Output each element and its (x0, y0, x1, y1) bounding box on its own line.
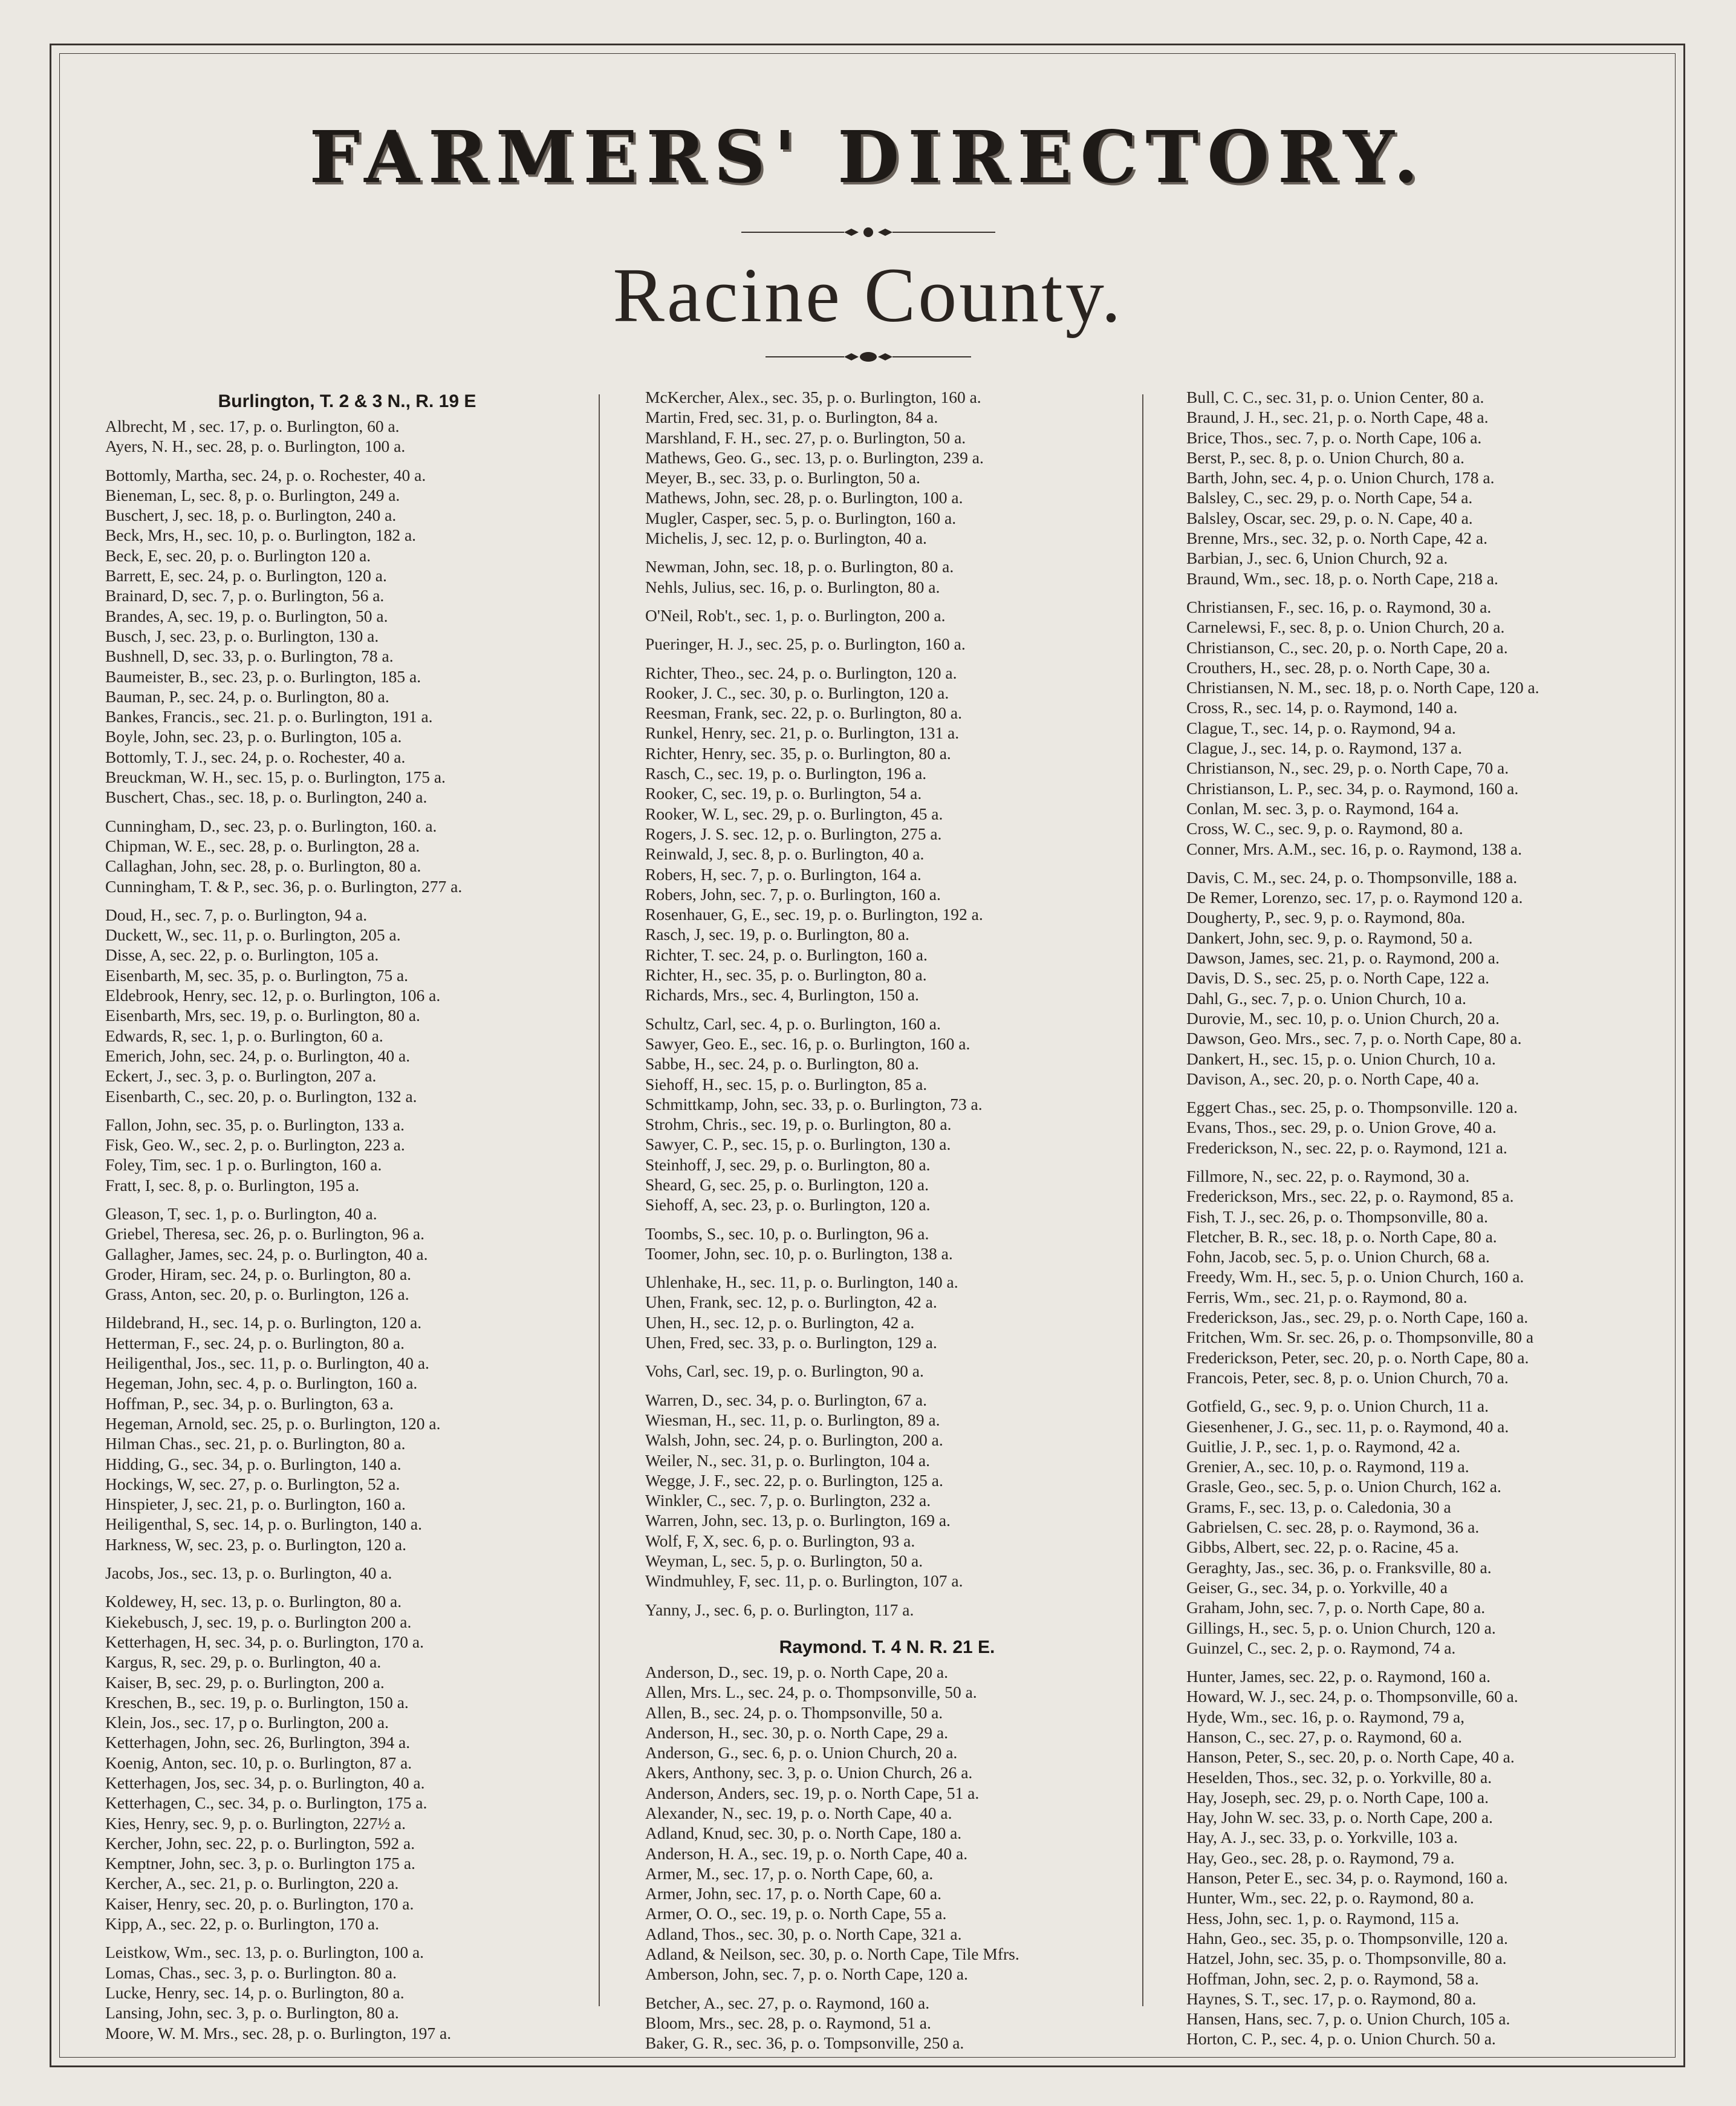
farmer-entry: Hegeman, John, sec. 4, p. o. Burlington, 160 a. (105, 1374, 418, 1393)
farmer-entry: Toombs, S., sec. 10, p. o. Burlington, 96 a. (645, 1224, 929, 1243)
farmer-entry: Richter, Theo., sec. 24, p. o. Burlington, 120 a. (645, 663, 957, 682)
farmer-entry: Klein, Jos., sec. 17, p o. Burlington, 200 a. (105, 1713, 389, 1732)
farmer-entry: Boyle, John, sec. 23, p. o. Burlington, 105 a. (105, 727, 402, 746)
farmer-entry: Marshland, F. H., sec. 27, p. o. Burlington, 50 a. (645, 428, 966, 447)
farmer-entry: Winkler, C., sec. 7, p. o. Burlington, 232 a. (645, 1491, 931, 1510)
letter-group (1186, 387, 1670, 588)
farmer-entry: Howard, W. J., sec. 24, p. o. Thompsonville, 60 a. (1186, 1687, 1518, 1706)
farmer-entry: Kipp, A., sec. 22, p. o. Burlington, 170 a. (105, 1914, 379, 1934)
farmer-entry: Rooker, C, sec. 19, p. o. Burlington, 54 a. (645, 784, 922, 803)
letter-group (105, 1563, 589, 1583)
farmer-entry: Siehoff, H., sec. 15, p. o. Burlington, 85 a. (645, 1074, 928, 1094)
farmer-entry: Lomas, Chas., sec. 3, p. o. Burlington. 80 a. (105, 1963, 397, 1982)
farmer-entry: Geiser, G., sec. 34, p. o. Yorkville, 40 a (1186, 1577, 1448, 1597)
farmer-entry: Guitlie, J. P., sec. 1, p. o. Raymond, 42 a. (1186, 1436, 1460, 1456)
letter-group (645, 1600, 1129, 1620)
farmer-entry: Strohm, Chris., sec. 19, p. o. Burlington, 80 a. (645, 1115, 952, 1134)
farmer-entry: Hoffman, John, sec. 2, p. o. Raymond, 58 a. (1186, 1969, 1479, 1988)
township-heading: Raymond. T. 4 N. R. 21 E. (779, 1637, 995, 1657)
letter-group (645, 663, 1129, 1005)
farmer-entry: Kiekebusch, J, sec. 19, p. o. Burlington 200 a. (105, 1612, 412, 1631)
farmer-entry: Eisenbarth, Mrs, sec. 19, p. o. Burlington, 80 a. (105, 1006, 420, 1025)
farmer-entry: Fish, T. J., sec. 26, p. o. Thompsonville, 80 a. (1186, 1207, 1488, 1226)
farmer-entry: Conlan, M. sec. 3, p. o. Raymond, 164 a. (1186, 798, 1459, 818)
letter-group (1186, 1166, 1670, 1387)
farmer-entry: Bloom, Mrs., sec. 28, p. o. Raymond, 51 a. (645, 2013, 931, 2032)
farmer-entry: Hanson, C., sec. 27, p. o. Raymond, 60 a. (1186, 1727, 1462, 1746)
farmer-entry: Rooker, W. L, sec. 29, p. o. Burlington, 45 a. (645, 804, 943, 823)
farmer-entry: Armer, John, sec. 17, p. o. North Cape, 60 a. (645, 1884, 941, 1903)
farmer-entry: Allen, B., sec. 24, p. o. Thompsonville, 50 a. (645, 1703, 943, 1722)
farmer-entry: Duckett, W., sec. 11, p. o. Burlington, 205 a. (105, 925, 401, 945)
farmer-entry: Evans, Thos., sec. 29, p. o. Union Grove, 40 a. (1186, 1118, 1497, 1137)
farmer-entry: Robers, John, sec. 7, p. o. Burlington, 160 a. (645, 884, 941, 904)
farmer-entry: Horton, C. P., sec. 4, p. o. Union Church. 50 a. (1186, 2029, 1496, 2049)
farmer-entry: Balsley, C., sec. 29, p. o. North Cape, 54 a. (1186, 488, 1473, 507)
farmer-entry: Bull, C. C., sec. 31, p. o. Union Center, 80 a. (1186, 388, 1484, 406)
farmer-entry: Armer, O. O., sec. 19, p. o. North Cape, 55 a. (645, 1904, 947, 1923)
letter-group (105, 465, 589, 807)
farmer-entry: Hyde, Wm., sec. 16, p. o. Raymond, 79 a, (1186, 1707, 1465, 1726)
letter-group (645, 1662, 1129, 1984)
farmer-entry: Conner, Mrs. A.M., sec. 16, p. o. Raymond, 138 a. (1186, 839, 1522, 858)
farmer-entry: Fisk, Geo. W., sec. 2, p. o. Burlington, 223 a. (105, 1135, 405, 1155)
letter-group (645, 605, 1129, 625)
farmer-entry: Kargus, R, sec. 29, p. o. Burlington, 40 a. (105, 1652, 382, 1672)
farmer-entry: Bauman, P., sec. 24, p. o. Burlington, 80 a. (105, 686, 389, 706)
farmer-entry: Anderson, H., sec. 30, p. o. North Cape, 29 a. (645, 1723, 949, 1742)
farmer-entry: Lansing, John, sec. 3, p. o. Burlington, 80 a. (105, 2003, 399, 2023)
farmer-entry: Grass, Anton, sec. 20, p. o. Burlington, 126 a. (105, 1285, 409, 1304)
ornament-divider-bottom (0, 350, 1736, 367)
farmer-entry: Nehls, Julius, sec. 16, p. o. Burlington, 80 a. (645, 577, 940, 596)
farmer-entry: Sawyer, C. P., sec. 15, p. o. Burlington, 130 a. (645, 1135, 951, 1154)
farmer-entry: Balsley, Oscar, sec. 29, p. o. N. Cape, 40 a. (1186, 508, 1473, 527)
farmer-entry: Bieneman, L, sec. 8, p. o. Burlington, 249 a. (105, 485, 400, 504)
farmer-entry: Christiansen, F., sec. 16, p. o. Raymond, 30 a. (1186, 597, 1492, 616)
farmer-entry: Weyman, L, sec. 5, p. o. Burlington, 50 a. (645, 1551, 923, 1571)
farmer-entry: Hinspieter, J, sec. 21, p. o. Burlington, 160 a. (105, 1495, 406, 1514)
farmer-entry: Dahl, G., sec. 7, p. o. Union Church, 10 a. (1186, 988, 1466, 1008)
farmer-entry: Edwards, R, sec. 1, p. o. Burlington, 60 a. (105, 1026, 383, 1045)
farmer-entry: Hay, Geo., sec. 28, p. o. Raymond, 79 a. (1186, 1848, 1455, 1867)
farmer-entry: Haynes, S. T., sec. 17, p. o. Raymond, 80 a. (1186, 1989, 1477, 2008)
farmer-entry: Fletcher, B. R., sec. 18, p. o. North Cape, 80 a. (1186, 1227, 1497, 1246)
farmer-entry: Alexander, N., sec. 19, p. o. North Cape, 40 a. (645, 1804, 952, 1822)
letter-group (645, 1014, 1129, 1215)
letter-group (645, 556, 1129, 597)
directory-column-3 (1186, 387, 1670, 2058)
letter-group (645, 1272, 1129, 1352)
letter-group (1186, 1666, 1670, 2049)
farmer-entry: Vohs, Carl, sec. 19, p. o. Burlington, 90 a. (645, 1361, 924, 1381)
farmer-entry: Harkness, W, sec. 23, p. o. Burlington, 120 a. (105, 1534, 407, 1554)
farmer-entry: Robers, H, sec. 7, p. o. Burlington, 164 a. (645, 864, 922, 884)
farmer-entry: Yanny, J., sec. 6, p. o. Burlington, 117 a. (645, 1600, 914, 1619)
farmer-entry: Eisenbarth, M, sec. 35, p. o. Burlington, 75 a. (105, 965, 409, 985)
farmer-entry: Moore, W. M. Mrs., sec. 28, p. o. Burlington, 197 a. (105, 2023, 452, 2042)
farmer-entry: Mathews, John, sec. 28, p. o. Burlington, 100 a. (645, 488, 963, 507)
farmer-entry: Uhen, Frank, sec. 12, p. o. Burlington, 42 a. (645, 1293, 937, 1312)
farmer-entry: Groder, Hiram, sec. 24, p. o. Burlington, 80 a. (105, 1264, 412, 1283)
page-title: FARMERS' DIRECTORY. (309, 115, 1427, 199)
farmer-entry: Koldewey, H, sec. 13, p. o. Burlington, 80 a. (105, 1592, 402, 1611)
letter-group (105, 1942, 589, 2042)
farmer-entry: Barrett, E, sec. 24, p. o. Burlington, 120 a. (105, 566, 387, 585)
farmer-entry: Hay, A. J., sec. 33, p. o. Yorkville, 103 a. (1186, 1828, 1458, 1847)
farmer-entry: Lucke, Henry, sec. 14, p. o. Burlington, 80 a. (105, 1983, 405, 2002)
farmer-entry: Clague, J., sec. 14, p. o. Raymond, 137 a. (1186, 738, 1462, 758)
farmer-entry: Ayers, N. H., sec. 28, p. o. Burlington, 100 a. (105, 437, 406, 456)
farmer-entry: Uhen, H., sec. 12, p. o. Burlington, 42 a. (645, 1312, 915, 1332)
farmer-entry: Gabrielsen, C. sec. 28, p. o. Raymond, 36 a. (1186, 1518, 1480, 1537)
farmer-entry: Fillmore, N., sec. 22, p. o. Raymond, 30 a. (1186, 1166, 1470, 1185)
farmer-entry: Dawson, Geo. Mrs., sec. 7, p. o. North Cape, 80 a. (1186, 1029, 1522, 1048)
farmer-entry: Frederickson, Mrs., sec. 22, p. o. Raymond, 85 a. (1186, 1187, 1514, 1206)
farmer-entry: Kercher, John, sec. 22, p. o. Burlington, 592 a. (105, 1833, 415, 1853)
farmer-entry: Uhen, Fred, sec. 33, p. o. Burlington, 129 a. (645, 1333, 937, 1352)
farmer-entry: Ketterhagen, H, sec. 34, p. o. Burlington, 170 a. (105, 1632, 424, 1651)
farmer-entry: Eckert, J., sec. 3, p. o. Burlington, 207 a. (105, 1066, 377, 1086)
farmer-entry: Amberson, John, sec. 7, p. o. North Cape, 120 a. (645, 1964, 968, 1984)
farmer-entry: Gotfield, G., sec. 9, p. o. Union Church, 11 a. (1186, 1397, 1489, 1416)
farmer-entry: Cunningham, T. & P., sec. 36, p. o. Burlington, 277 a. (105, 876, 463, 896)
farmer-entry: Buschert, J, sec. 18, p. o. Burlington, 240 a. (105, 506, 397, 525)
farmer-entry: Christianson, L. P., sec. 34, p. o. Raymond, 160 a. (1186, 778, 1519, 798)
farmer-entry: Christiansen, N. M., sec. 18, p. o. North Cape, 120 a. (1186, 678, 1539, 697)
farmer-entry: Cunningham, D., sec. 23, p. o. Burlington, 160. a. (105, 816, 437, 835)
farmer-entry: Reesman, Frank, sec. 22, p. o. Burlington, 80 a. (645, 703, 962, 723)
farmer-entry: Mugler, Casper, sec. 5, p. o. Burlington, 160 a. (645, 508, 957, 527)
farmer-entry: Hoffman, P., sec. 34, p. o. Burlington, 63 a. (105, 1394, 394, 1413)
farmer-entry: Hockings, W, sec. 27, p. o. Burlington, 52 a. (105, 1474, 400, 1493)
farmer-entry: Rasch, J, sec. 19, p. o. Burlington, 80 a. (645, 925, 909, 944)
farmer-entry: Kemptner, John, sec. 3, p. o. Burlington 175 a. (105, 1854, 415, 1873)
farmer-entry: Davis, D. S., sec. 25, p. o. North Cape, 122 a. (1186, 968, 1490, 988)
farmer-entry: Wegge, J. F., sec. 22, p. o. Burlington, 125 a. (645, 1470, 943, 1490)
farmer-entry: Rasch, C., sec. 19, p. o. Burlington, 196 a. (645, 764, 927, 783)
letter-group (105, 1115, 589, 1195)
farmer-entry: Dougherty, P., sec. 9, p. o. Raymond, 80a. (1186, 908, 1466, 927)
farmer-entry: McKercher, Alex., sec. 35, p. o. Burlington, 160 a. (645, 388, 981, 406)
farmer-entry: Berst, P., sec. 8, p. o. Union Church, 80 a. (1186, 448, 1465, 467)
farmer-entry: Ketterhagen, Jos, sec. 34, p. o. Burlington, 40 a. (105, 1773, 425, 1792)
farmer-entry: Jacobs, Jos., sec. 13, p. o. Burlington, 40 a. (105, 1563, 392, 1583)
letter-group (105, 1591, 589, 1934)
farmer-entry: De Remer, Lorenzo, sec. 17, p. o. Raymond 120 a. (1186, 888, 1523, 907)
farmer-entry: Fritchen, Wm. Sr. sec. 26, p. o. Thompsonville, 80 a (1186, 1328, 1534, 1347)
farmer-entry: Hidding, G., sec. 34, p. o. Burlington, 140 a. (105, 1454, 401, 1473)
letter-group (645, 1361, 1129, 1381)
letter-group (105, 1312, 589, 1554)
farmer-entry: Weiler, N., sec. 31, p. o. Burlington, 104 a. (645, 1450, 930, 1470)
farmer-entry: Christianson, C., sec. 20, p. o. North Cape, 20 a. (1186, 637, 1508, 657)
farmer-entry: Heiligenthal, Jos., sec. 11, p. o. Burlington, 40 a. (105, 1354, 429, 1373)
farmer-entry: Martin, Fred, sec. 31, p. o. Burlington, 84 a. (645, 408, 938, 427)
farmer-entry: Davis, C. M., sec. 24, p. o. Thompsonville, 188 a. (1186, 867, 1518, 887)
farmer-entry: Gibbs, Albert, sec. 22, p. o. Racine, 45 a. (1186, 1537, 1459, 1557)
farmer-entry: Runkel, Henry, sec. 21, p. o. Burlington, 131 a. (645, 723, 960, 743)
farmer-entry: Bottomly, T. J., sec. 24, p. o. Rochester, 40 a. (105, 747, 406, 766)
farmer-entry: Hahn, Geo., sec. 35, p. o. Thompsonville, 120 a. (1186, 1928, 1508, 1948)
farmer-entry: Koenig, Anton, sec. 10, p. o. Burlington, 87 a. (105, 1753, 412, 1772)
farmer-entry: Siehoff, A, sec. 23, p. o. Burlington, 120 a. (645, 1195, 931, 1214)
farmer-entry: Rogers, J. S. sec. 12, p. o. Burlington, 275 a. (645, 824, 942, 843)
farmer-entry: Richards, Mrs., sec. 4, Burlington, 150 a. (645, 985, 919, 1005)
farmer-entry: Walsh, John, sec. 24, p. o. Burlington, 200 a. (645, 1430, 943, 1450)
farmer-entry: Busch, J, sec. 23, p. o. Burlington, 130 a. (105, 626, 379, 645)
farmer-entry: Buschert, Chas., sec. 18, p. o. Burlington, 240 a. (105, 787, 427, 807)
farmer-entry: Geraghty, Jas., sec. 36, p. o. Franksville, 80 a. (1186, 1557, 1492, 1577)
farmer-entry: Eisenbarth, C., sec. 20, p. o. Burlington, 132 a. (105, 1086, 417, 1106)
letter-group (105, 1204, 589, 1304)
farmer-entry: Beck, E, sec. 20, p. o. Burlington 120 a. (105, 546, 371, 565)
farmer-entry: Barbian, J., sec. 6, Union Church, 92 a. (1186, 549, 1448, 568)
farmer-entry: Richter, Henry, sec. 35, p. o. Burlington, 80 a. (645, 743, 951, 763)
farmer-entry: Warren, John, sec. 13, p. o. Burlington, 169 a. (645, 1511, 951, 1530)
farmer-entry: Anderson, G., sec. 6, p. o. Union Church, 20 a. (645, 1743, 958, 1762)
farmer-entry: Braund, Wm., sec. 18, p. o. North Cape, 218 a. (1186, 569, 1498, 588)
farmer-entry: Frederickson, N., sec. 22, p. o. Raymond, 121 a. (1186, 1138, 1507, 1157)
farmer-entry: Hegeman, Arnold, sec. 25, p. o. Burlington, 120 a. (105, 1413, 441, 1433)
farmer-entry: Anderson, H. A., sec. 19, p. o. North Cape, 40 a. (645, 1844, 968, 1863)
farmer-entry: Rosenhauer, G, E., sec. 19, p. o. Burlington, 192 a. (645, 905, 983, 924)
farmer-entry: Eggert Chas., sec. 25, p. o. Thompsonville. 120 a. (1186, 1098, 1518, 1117)
farmer-entry: Allen, Mrs. L., sec. 24, p. o. Thompsonville, 50 a. (645, 1683, 977, 1702)
farmer-entry: Albrecht, M , sec. 17, p. o. Burlington, 60 a. (105, 417, 400, 435)
page-subtitle: Racine County. (613, 252, 1123, 338)
farmer-entry: Eldebrook, Henry, sec. 12, p. o. Burlington, 106 a. (105, 986, 441, 1005)
farmer-entry: Grenier, A., sec. 10, p. o. Raymond, 119 a. (1186, 1457, 1469, 1476)
farmer-entry: Disse, A, sec. 22, p. o. Burlington, 105 a. (105, 945, 379, 965)
farmer-entry: Rooker, J. C., sec. 30, p. o. Burlington, 120 a. (645, 683, 949, 702)
farmer-entry: Bankes, Francis., sec. 21. p. o. Burlington, 191 a. (105, 707, 433, 726)
letter-group (1186, 1097, 1670, 1158)
farmer-entry: Brandes, A, sec. 19, p. o. Burlington, 50 a. (105, 606, 388, 625)
farmer-entry: Dawson, James, sec. 21, p. o. Raymond, 200 a. (1186, 948, 1500, 968)
farmer-entry: Toomer, John, sec. 10, p. o. Burlington, 138 a. (645, 1244, 953, 1263)
farmer-entry: Michelis, J, sec. 12, p. o. Burlington, 40 a. (645, 529, 927, 548)
farmer-entry: Barth, John, sec. 4, p. o. Union Church, 178 a. (1186, 468, 1495, 487)
column-divider-2 (1142, 394, 1143, 2006)
farmer-entry: Clague, T., sec. 14, p. o. Raymond, 94 a. (1186, 718, 1456, 737)
farmer-entry: Richter, H., sec. 35, p. o. Burlington, 80 a. (645, 965, 927, 985)
letter-group (645, 387, 1129, 548)
farmer-entry: Hilman Chas., sec. 21, p. o. Burlington, 80 a. (105, 1434, 406, 1453)
farmer-entry: Wiesman, H., sec. 11, p. o. Burlington, 89 a. (645, 1410, 940, 1429)
farmer-entry: Brice, Thos., sec. 7, p. o. North Cape, 106 a. (1186, 428, 1482, 447)
farmer-entry: Gillings, H., sec. 5, p. o. Union Church, 120 a. (1186, 1618, 1496, 1637)
letter-group (645, 1390, 1129, 1591)
farmer-entry: Schmittkamp, John, sec. 33, p. o. Burlington, 73 a. (645, 1094, 983, 1113)
farmer-entry: Kaiser, B, sec. 29, p. o. Burlington, 200 a. (105, 1672, 385, 1692)
farmer-entry: Davison, A., sec. 20, p. o. North Cape, 40 a. (1186, 1069, 1480, 1088)
farmer-entry: Hunter, Wm., sec. 22, p. o. Raymond, 80 a. (1186, 1888, 1474, 1908)
farmer-entry: Newman, John, sec. 18, p. o. Burlington, 80 a. (645, 557, 954, 576)
farmer-entry: Kercher, A., sec. 21, p. o. Burlington, 220 a. (105, 1874, 399, 1893)
farmer-entry: Fratt, I, sec. 8, p. o. Burlington, 195 a. (105, 1175, 360, 1195)
farmer-entry: Akers, Anthony, sec. 3, p. o. Union Church, 26 a. (645, 1763, 973, 1782)
farmer-entry: Gleason, T, sec. 1, p. o. Burlington, 40 a. (105, 1204, 377, 1223)
farmer-entry: Sheard, G, sec. 25, p. o. Burlington, 120 a. (645, 1175, 929, 1194)
farmer-entry: Meyer, B., sec. 33, p. o. Burlington, 50 a. (645, 468, 920, 487)
farmer-entry: Breuckman, W. H., sec. 15, p. o. Burlington, 175 a. (105, 768, 446, 787)
farmer-entry: Braund, J. H., sec. 21, p. o. North Cape, 48 a. (1186, 408, 1489, 427)
letter-group (1186, 867, 1670, 1089)
column-divider-1 (599, 394, 600, 2006)
farmer-entry: Hay, John W. sec. 33, p. o. North Cape, 200 a. (1186, 1808, 1493, 1827)
farmer-entry: Heselden, Thos., sec. 32, p. o. Yorkville, 80 a. (1186, 1767, 1492, 1787)
farmer-entry: Baumeister, B., sec. 23, p. o. Burlington, 185 a. (105, 667, 421, 686)
letter-group (105, 905, 589, 1106)
farmer-entry: Chipman, W. E., sec. 28, p. o. Burlington, 28 a. (105, 836, 420, 855)
farmer-entry: Brainard, D, sec. 7, p. o. Burlington, 56 a. (105, 586, 385, 605)
farmer-entry: Hanson, Peter E., sec. 34, p. o. Raymond, 160 a. (1186, 1868, 1508, 1888)
farmer-entry: Hatzel, John, sec. 35, p. o. Thompsonville, 80 a. (1186, 1949, 1507, 1968)
farmer-entry: Doud, H., sec. 7, p. o. Burlington, 94 a. (105, 905, 368, 924)
farmer-entry: Leistkow, Wm., sec. 13, p. o. Burlington, 100 a. (105, 1943, 424, 1962)
farmer-entry: Hansen, Hans, sec. 7, p. o. Union Church, 105 a. (1186, 2009, 1510, 2029)
farmer-entry: Frederickson, Peter, sec. 20, p. o. North Cape, 80 a. (1186, 1348, 1529, 1367)
farmer-entry: Richter, T. sec. 24, p. o. Burlington, 160 a. (645, 945, 928, 964)
directory-column-2 (645, 387, 1129, 2062)
ornament-divider-top (0, 225, 1736, 243)
farmer-entry: Dankert, John, sec. 9, p. o. Raymond, 50 a. (1186, 928, 1473, 947)
farmer-entry: Christianson, N., sec. 29, p. o. North Cape, 70 a. (1186, 758, 1509, 778)
farmer-entry: Baker, G. R., sec. 36, p. o. Tompsonville, 250 a. (645, 2033, 964, 2053)
letter-group (105, 816, 589, 896)
farmer-entry: Ketterhagen, John, sec. 26, Burlington, 394 a. (105, 1733, 411, 1752)
farmer-entry: Hay, Joseph, sec. 29, p. o. North Cape, 100 a. (1186, 1787, 1489, 1807)
farmer-entry: O'Neil, Rob't., sec. 1, p. o. Burlington, 200 a. (645, 605, 946, 625)
farmer-entry: Bottomly, Martha, sec. 24, p. o. Rochester, 40 a. (105, 465, 426, 484)
farmer-entry: Anderson, Anders, sec. 19, p. o. North Cape, 51 a. (645, 1783, 980, 1802)
farmer-entry: Sabbe, H., sec. 24, p. o. Burlington, 80 a. (645, 1054, 919, 1074)
farmer-entry: Crouthers, H., sec. 28, p. o. North Cape, 30 a. (1186, 657, 1491, 677)
farmer-entry: Heiligenthal, S, sec. 14, p. o. Burlington, 140 a. (105, 1514, 422, 1534)
farmer-entry: Cross, R., sec. 14, p. o. Raymond, 140 a. (1186, 698, 1458, 717)
farmer-entry: Anderson, D., sec. 19, p. o. North Cape, 20 a. (645, 1662, 949, 1681)
farmer-entry: Kaiser, Henry, sec. 20, p. o. Burlington, 170 a. (105, 1894, 414, 1913)
farmer-entry: Giesenhener, J. G., sec. 11, p. o. Raymond, 40 a. (1186, 1416, 1509, 1436)
farmer-entry: Francois, Peter, sec. 8, p. o. Union Church, 70 a. (1186, 1368, 1509, 1387)
farmer-entry: Kies, Henry, sec. 9, p. o. Burlington, 227½ a. (105, 1813, 406, 1833)
farmer-entry: Betcher, A., sec. 27, p. o. Raymond, 160 a. (645, 1993, 930, 2012)
farmer-entry: Guinzel, C., sec. 2, p. o. Raymond, 74 a. (1186, 1638, 1456, 1657)
farmer-entry: Adland, & Neilson, sec. 30, p. o. North Cape, Tile Mfrs. (645, 1945, 1019, 1964)
farmer-entry: Grams, F., sec. 13, p. o. Caledonia, 30 a (1186, 1497, 1451, 1516)
farmer-entry: Durovie, M., sec. 10, p. o. Union Church, 20 a. (1186, 1008, 1500, 1028)
farmer-entry: Steinhoff, J, sec. 29, p. o. Burlington, 80 a. (645, 1155, 931, 1174)
farmer-entry: Dankert, H., sec. 15, p. o. Union Church, 10 a. (1186, 1049, 1496, 1068)
farmer-entry: Bushnell, D, sec. 33, p. o. Burlington, 78 a. (105, 647, 394, 666)
farmer-entry: Emerich, John, sec. 24, p. o. Burlington, 40 a. (105, 1046, 411, 1065)
letter-group (1186, 597, 1670, 859)
farmer-entry: Sawyer, Geo. E., sec. 16, p. o. Burlington, 160 a. (645, 1034, 970, 1053)
farmer-entry: Freedy, Wm. H., sec. 5, p. o. Union Church, 160 a. (1186, 1267, 1524, 1286)
farmer-entry: Warren, D., sec. 34, p. o. Burlington, 67 a. (645, 1390, 927, 1409)
farmer-entry: Foley, Tim, sec. 1 p. o. Burlington, 160 a. (105, 1155, 382, 1175)
farmer-entry: Wolf, F, X, sec. 6, p. o. Burlington, 93 a. (645, 1531, 915, 1550)
farmer-entry: Adland, Knud, sec. 30, p. o. North Cape, 180 a. (645, 1824, 962, 1843)
farmer-entry: Ferris, Wm., sec. 21, p. o. Raymond, 80 a. (1186, 1287, 1468, 1306)
farmer-entry: Callaghan, John, sec. 28, p. o. Burlington, 80 a. (105, 856, 421, 876)
letter-group (105, 416, 589, 457)
farmer-entry: Adland, Thos., sec. 30, p. o. North Cape, 321 a. (645, 1924, 962, 1943)
letter-group (645, 634, 1129, 654)
farmer-entry: Hetterman, F., sec. 24, p. o. Burlington, 80 a. (105, 1333, 405, 1352)
township-heading: Burlington, T. 2 & 3 N., R. 19 E (218, 391, 476, 411)
farmer-entry: Fohn, Jacob, sec. 5, p. o. Union Church, 68 a. (1186, 1247, 1490, 1267)
farmer-entry: Hunter, James, sec. 22, p. o. Raymond, 160 a. (1186, 1667, 1491, 1686)
farmer-entry: Ketterhagen, C., sec. 34, p. o. Burlington, 175 a. (105, 1793, 427, 1813)
farmer-entry: Reinwald, J, sec. 8, p. o. Burlington, 40 a. (645, 844, 925, 864)
farmer-entry: Beck, Mrs, H., sec. 10, p. o. Burlington, 182 a. (105, 526, 417, 545)
farmer-entry: Graham, John, sec. 7, p. o. North Cape, 80 a. (1186, 1598, 1486, 1617)
letter-group (1186, 1396, 1670, 1658)
farmer-entry: Grasle, Geo., sec. 5, p. o. Union Church, 162 a. (1186, 1477, 1501, 1496)
farmer-entry: Carnelewsi, F., sec. 8, p. o. Union Church, 20 a. (1186, 618, 1505, 637)
farmer-entry: Gallagher, James, sec. 24, p. o. Burlington, 40 a. (105, 1244, 428, 1263)
letter-group (645, 1224, 1129, 1264)
farmer-entry: Uhlenhake, H., sec. 11, p. o. Burlington, 140 a. (645, 1273, 958, 1292)
farmer-entry: Kreschen, B., sec. 19, p. o. Burlington, 150 a. (105, 1692, 409, 1712)
farmer-entry: Frederickson, Jas., sec. 29, p. o. North Cape, 160 a. (1186, 1308, 1529, 1327)
farmer-entry: Windmuhley, F, sec. 11, p. o. Burlington, 107 a. (645, 1571, 963, 1591)
farmer-entry: Mathews, Geo. G., sec. 13, p. o. Burlington, 239 a. (645, 448, 984, 467)
directory-column-1 (105, 387, 589, 2052)
farmer-entry: Brenne, Mrs., sec. 32, p. o. North Cape, 42 a. (1186, 529, 1487, 548)
farmer-entry: Schultz, Carl, sec. 4, p. o. Burlington, 160 a. (645, 1014, 941, 1033)
farmer-entry: Pueringer, H. J., sec. 25, p. o. Burlington, 160 a. (645, 634, 966, 654)
farmer-entry: Hess, John, sec. 1, p. o. Raymond, 115 a. (1186, 1908, 1460, 1928)
farmer-entry: Cross, W. C., sec. 9, p. o. Raymond, 80 a. (1186, 819, 1463, 838)
farmer-entry: Hildebrand, H., sec. 14, p. o. Burlington, 120 a. (105, 1313, 422, 1332)
farmer-entry: Fallon, John, sec. 35, p. o. Burlington, 133 a. (105, 1115, 405, 1134)
letter-group (645, 1993, 1129, 2053)
farmer-entry: Armer, M., sec. 17, p. o. North Cape, 60, a. (645, 1863, 934, 1883)
farmer-entry: Hanson, Peter, S., sec. 20, p. o. North Cape, 40 a. (1186, 1747, 1515, 1767)
farmer-entry: Griebel, Theresa, sec. 26, p. o. Burlington, 96 a. (105, 1224, 424, 1244)
